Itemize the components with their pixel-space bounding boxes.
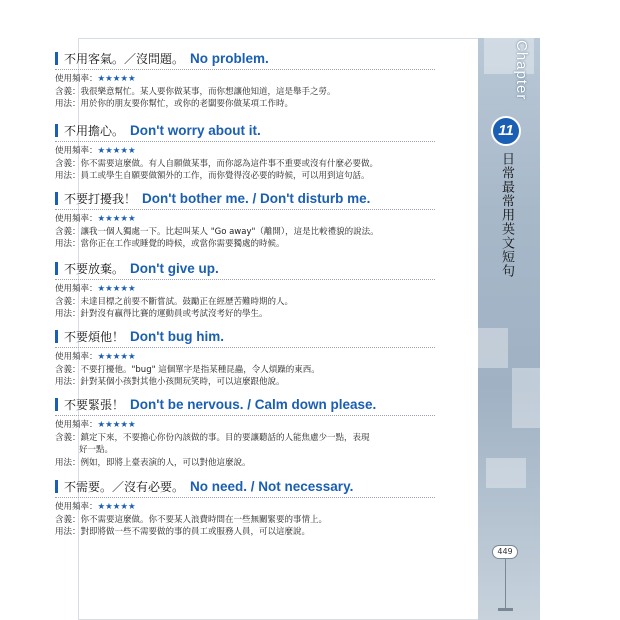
frequency-stars: ★★★★★ (97, 502, 136, 512)
phrase-header (55, 328, 435, 348)
frequency-label: 使用頻率： (55, 214, 98, 224)
phrase-chinese: 不要打擾我！ (64, 192, 137, 206)
meaning-line: 含義：我很樂意幫忙。某人要你做某事，而你想讓他知道，這是舉手之勞。 (55, 86, 336, 97)
usage-line: 用法：對即將做一些不需要做的事的員工或服務人員，可以這麼說。 (55, 527, 311, 537)
frequency-line (55, 73, 435, 86)
phrase-chinese: 不要煩他！ (64, 330, 125, 344)
phrase-chinese: 不要緊張！ (64, 398, 125, 412)
meaning-line-continued: 好一點。 (79, 445, 114, 455)
phrase-chinese: 不需要。／沒有必要。 (64, 480, 185, 494)
phrase-header (55, 122, 435, 142)
usage-line: 用法：當你正在工作或睡覺的時候，或當你需要獨處的時候。 (55, 239, 285, 249)
frequency-label: 使用頻率： (55, 420, 98, 430)
chapter-label: Chapter (513, 40, 530, 101)
page-number: 449 (492, 545, 518, 559)
meaning-line: 含義：鎮定下來，不要擔心你份內該做的事。目的要讓聽話的人能焦慮少一點，表現 (55, 432, 370, 443)
usage-line: 用法：例如，即將上臺表演的人，可以對他這麼說。 (55, 457, 251, 468)
phrase-header (55, 396, 435, 416)
frequency-line (55, 419, 435, 432)
frequency-label: 使用頻率： (55, 146, 98, 156)
phrase-entry (55, 328, 435, 389)
frequency-line (55, 213, 435, 226)
sign-base-icon (498, 608, 513, 611)
phrase-header (55, 190, 435, 210)
phrase-english: Don't bug him. (130, 329, 224, 344)
phrase-english: Don't bother me. / Don't disturb me. (142, 191, 371, 206)
frequency-label: 使用頻率： (55, 502, 98, 512)
frequency-line (55, 351, 435, 364)
frequency-line (55, 283, 435, 296)
frequency-line (55, 501, 435, 514)
frequency-label: 使用頻率： (55, 74, 98, 84)
phrase-english: No problem. (190, 51, 269, 66)
phrase-english: Don't be nervous. / Calm down please. (130, 397, 377, 412)
phrase-header (55, 478, 435, 498)
heading-bar-icon (55, 480, 58, 493)
chapter-number-badge: 11 (491, 116, 521, 146)
phrase-chinese: 不用擔心。 (64, 124, 125, 138)
heading-bar-icon (55, 262, 58, 275)
frequency-stars: ★★★★★ (97, 420, 136, 430)
phrase-entry (55, 478, 435, 539)
frequency-stars: ★★★★★ (97, 214, 136, 224)
chapter-title: 日常最常用英文短句 (499, 152, 514, 278)
usage-line: 用法：針對沒有贏得比賽的運動員或考試沒考好的學生。 (55, 309, 268, 319)
meaning-line: 含義：未達目標之前要不斷嘗試。鼓勵正在經歷苦難時期的人。 (55, 296, 294, 307)
meaning-line: 含義：你不需要這麼做。你不要某人浪費時間在一些無關緊要的事情上。 (55, 514, 328, 525)
sign-pole-icon (505, 559, 506, 609)
meaning-line: 含義：讓我一個人獨處一下。比起叫某人 "Go away"（離開），這是比較禮貌的說法。 (55, 226, 379, 237)
phrase-english: Don't worry about it. (130, 123, 261, 138)
frequency-stars: ★★★★★ (97, 74, 136, 84)
phrase-chinese: 不要放棄。 (64, 262, 125, 276)
heading-bar-icon (55, 192, 58, 205)
phrase-english: No need. / Not necessary. (190, 479, 354, 494)
heading-bar-icon (55, 330, 58, 343)
heading-bar-icon (55, 398, 58, 411)
usage-line: 用法：用於你的朋友要你幫忙，或你的老闆要你做某項工作時。 (55, 99, 294, 109)
phrase-chinese: 不用客氣。／沒問題。 (64, 52, 185, 66)
frequency-stars: ★★★★★ (97, 146, 136, 156)
phrase-entry (55, 122, 435, 183)
frequency-stars: ★★★★★ (97, 352, 136, 362)
meaning-line: 含義：你不需要這麼做。有人自願做某事，而你認為這件事不重要或沒有什麼必要做。 (55, 158, 379, 169)
phrase-english: Don't give up. (130, 261, 219, 276)
phrase-header (55, 50, 435, 70)
usage-line: 用法：員工或學生自願要做額外的工作，而你覺得沒必要的時候，可以用到這句話。 (55, 171, 370, 181)
frequency-label: 使用頻率： (55, 284, 98, 294)
heading-bar-icon (55, 52, 58, 65)
usage-line: 用法：針對某個小孩對其他小孩開玩笑時，可以這麼跟他說。 (55, 377, 285, 387)
phrase-entry (55, 190, 435, 251)
phrase-entry (55, 396, 435, 469)
phrase-header (55, 260, 435, 280)
phrase-entry (55, 260, 435, 321)
frequency-stars: ★★★★★ (97, 284, 136, 294)
frequency-line (55, 145, 435, 158)
meaning-line: 含義：不要打擾他。"bug" 這個單字是指某種昆蟲，令人煩躁的東西。 (55, 364, 320, 375)
frequency-label: 使用頻率： (55, 352, 98, 362)
phrase-entry (55, 50, 435, 111)
heading-bar-icon (55, 124, 58, 137)
